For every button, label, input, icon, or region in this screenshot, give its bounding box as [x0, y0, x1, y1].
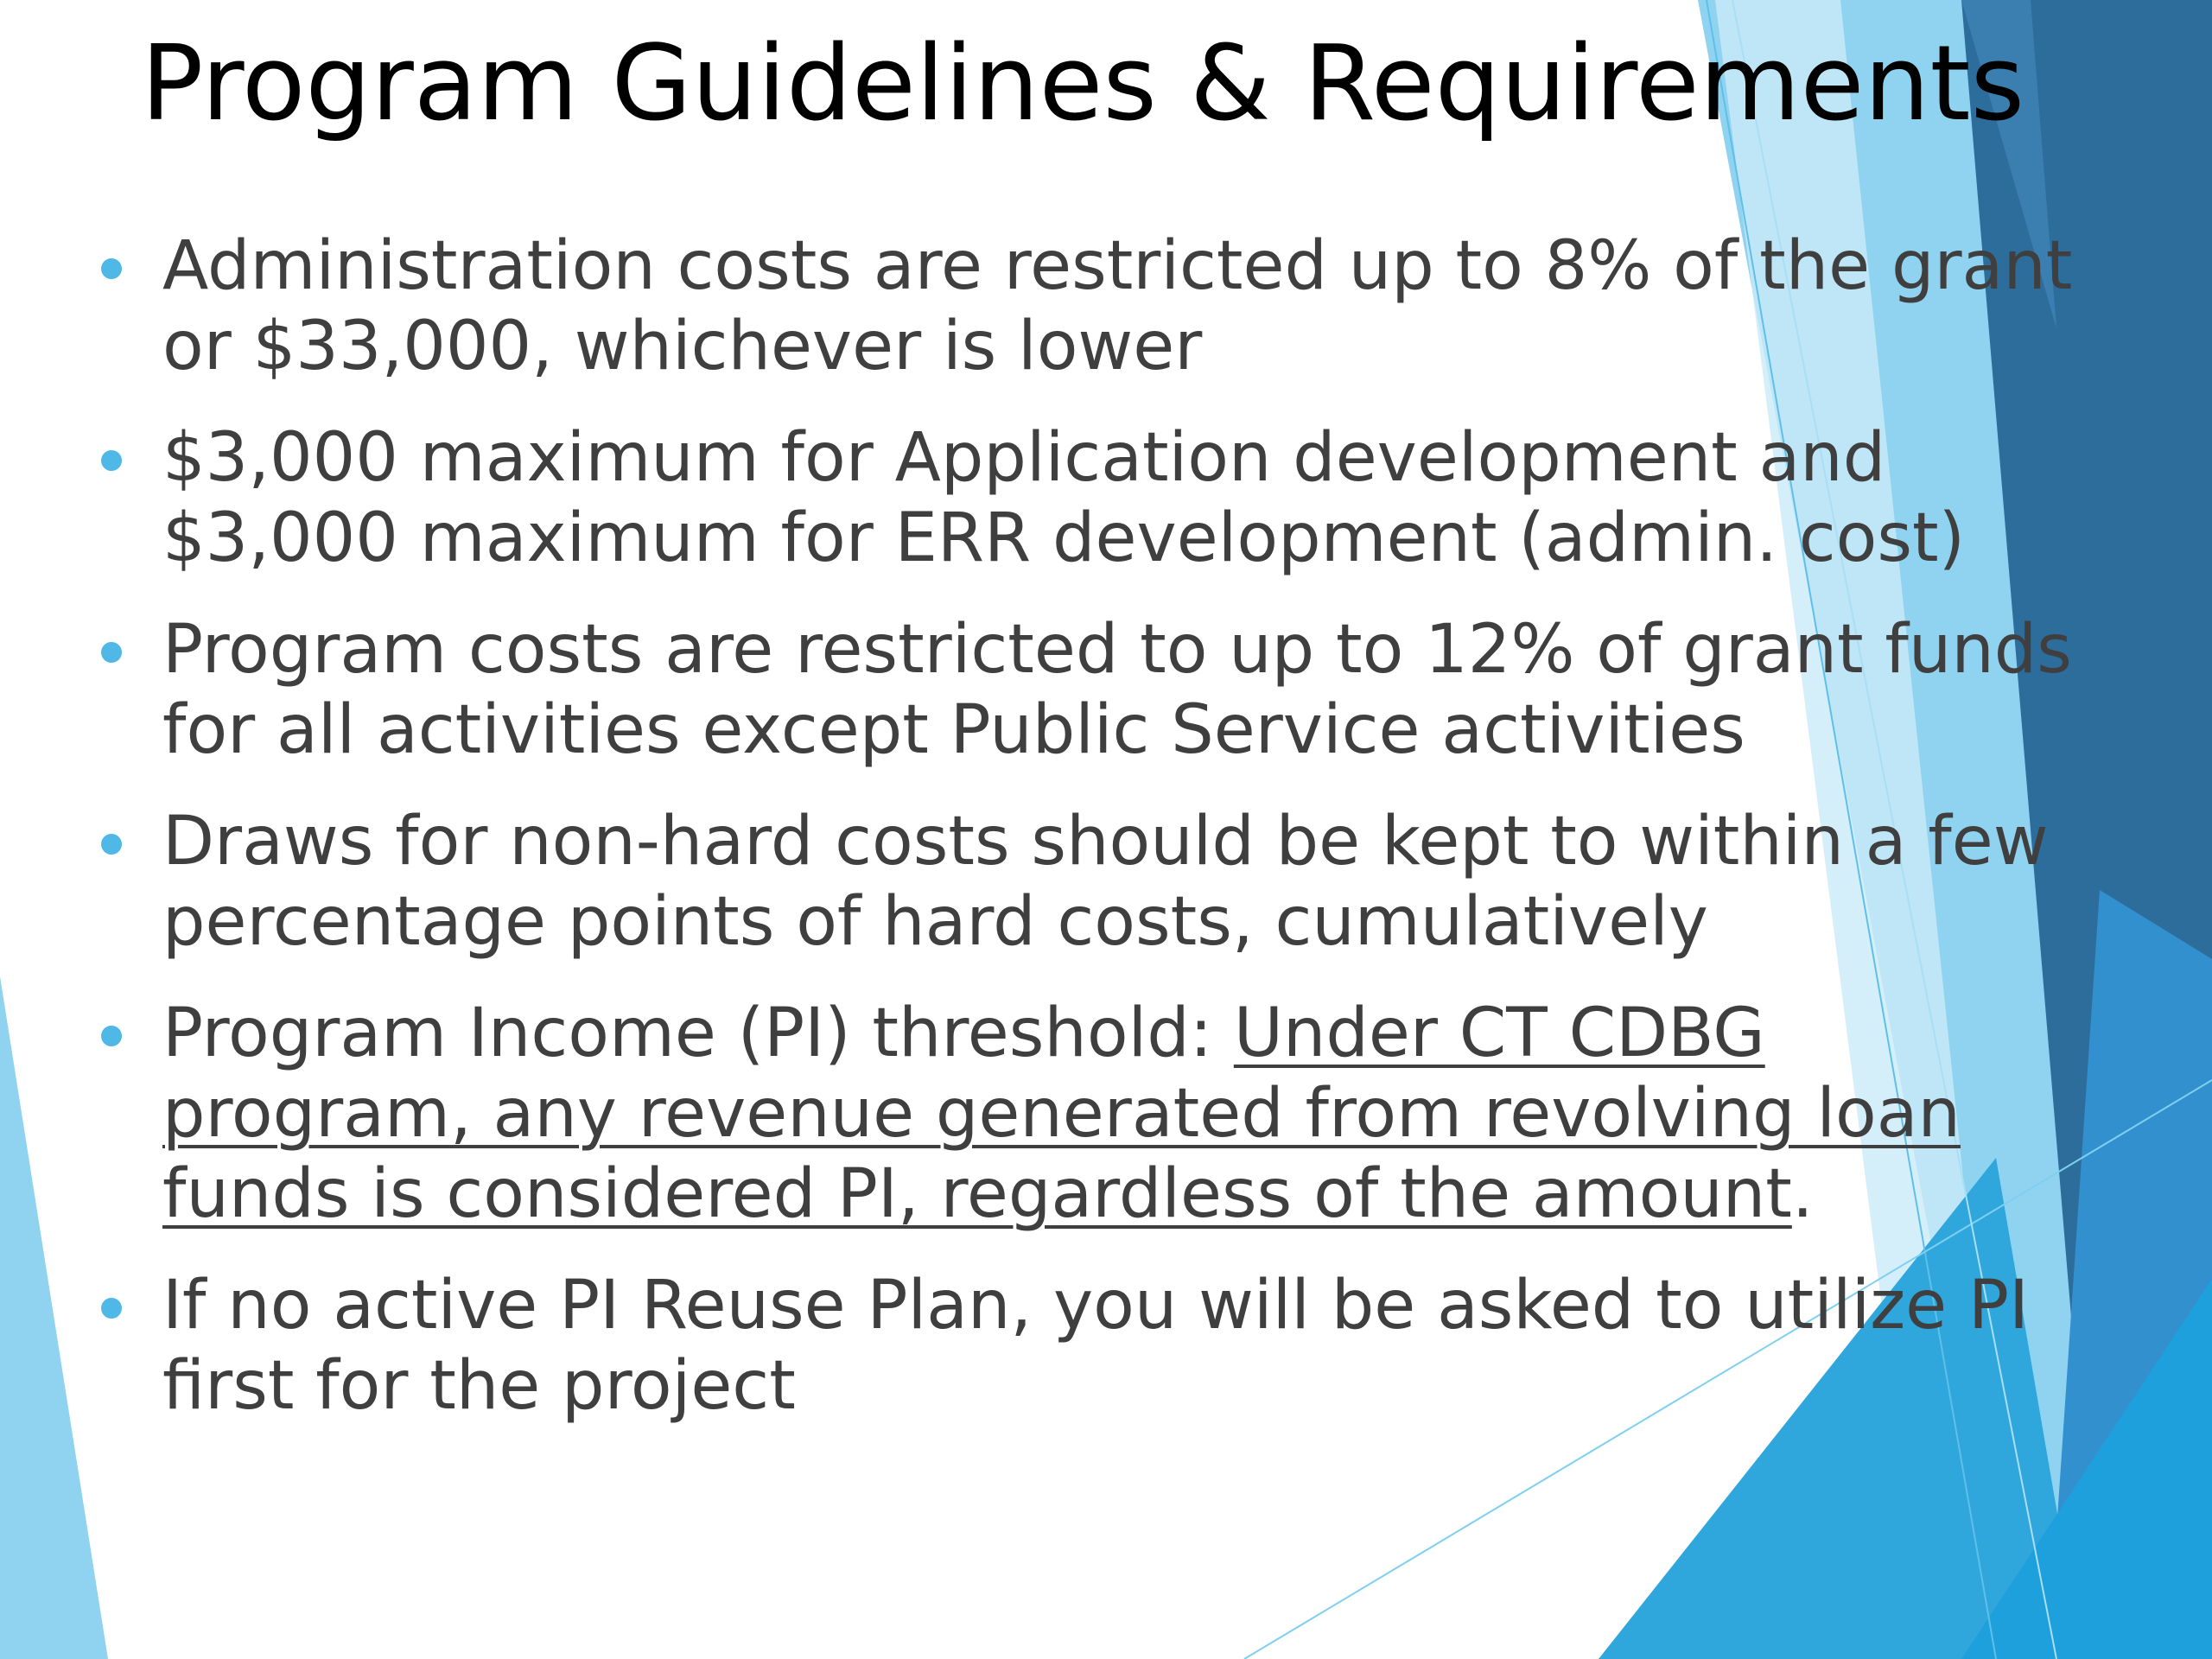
bullet-list [86, 226, 2091, 1458]
bullet-dot-icon [101, 834, 122, 855]
bullet-dot-icon [101, 258, 122, 279]
bullet-item-program-income [86, 994, 2091, 1235]
bullet-item-admin-costs [86, 226, 2091, 387]
bullet-item-program-costs [86, 610, 2091, 771]
bullet-dot-icon [101, 1026, 122, 1046]
bullet-item-draws [86, 802, 2091, 963]
slide-title: Program Guidelines & Requirements [141, 24, 2025, 144]
bullet-text: If no active PI Reuse Plan, you will be asked to utilize PI first for the project [162, 1267, 2030, 1425]
bullet-dot-icon [101, 450, 122, 471]
bullet-dot-icon [101, 1298, 122, 1319]
bullet-text: $3,000 maximum for Application development and $3,000 maximum for ERR development (admin. cost) [162, 419, 1966, 577]
bullet-item-application-maximum [86, 418, 2091, 579]
bullet-text: Administration costs are restricted up to 8% of the grant or $33,000, whichever is lower [162, 227, 2073, 385]
bullet-text-underlined: Under CT CDBG program, any revenue generated from revolving loan funds is considered PI, regardless of the amount [162, 995, 1961, 1233]
bullet-item-pi-reuse-plan [86, 1266, 2091, 1427]
bullet-text-suffix: . [1791, 1155, 1814, 1233]
bullet-dot-icon [101, 642, 122, 663]
bullet-text: Draws for non-hard costs should be kept to within a few percentage points of hard costs, cumulatively [162, 803, 2049, 961]
bullet-text: Program costs are restricted to up to 12% of grant funds for all activities except Public Service activities [162, 611, 2072, 769]
bullet-text-prefix: Program Income (PI) threshold: [162, 995, 1234, 1072]
